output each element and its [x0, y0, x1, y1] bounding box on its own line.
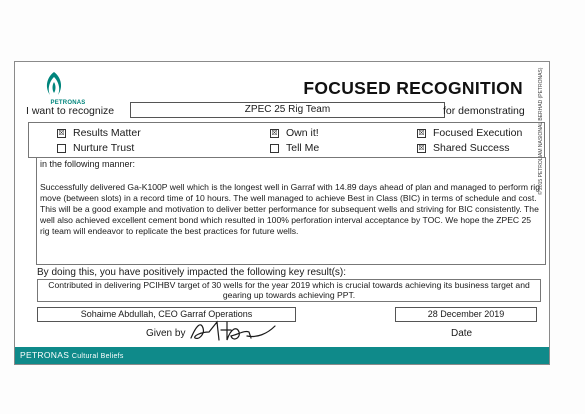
recipient-field[interactable]: ZPEC 25 Rig Team	[130, 102, 445, 118]
manner-text: Successfully delivered Ga-K100P well which is the longest well in Garraf with 14.89 days ahead of plan and managed to perform rig move (between slots) in a record time of 10 hours. The well managed to achieve Best in Class (BIC) in terms of schedule and cost. This will be a good example and motivation to deliver better performance for subsequent wells and striving for BIC consistently. The well also achieved excellent cement bond which resulted in 100% perforation interval acceptance by TOC. We hope the ZPEC 25 rig team will endeavor to replicate the best practices for future wells.	[40, 182, 540, 237]
checkbox-box[interactable]: ☒	[418, 129, 425, 137]
checkbox-box[interactable]	[270, 144, 279, 153]
footer-band	[15, 347, 549, 364]
date-field[interactable]: 28 December 2019	[395, 307, 537, 322]
checkbox-nurture-trust[interactable]	[57, 142, 134, 154]
checkbox-box[interactable]: ☒	[271, 129, 278, 137]
impact-field[interactable]: Contributed in delivering PCIHBV target of 30 wells for the year 2019 which is crucial towards achieving its business target and gearing up towards achieving PPT.	[37, 279, 541, 302]
checkbox-label: Own it!	[286, 127, 319, 139]
recognition-card	[14, 61, 550, 365]
checkbox-tell-me[interactable]	[270, 142, 319, 154]
checkbox-label: Nurture Trust	[73, 142, 135, 154]
page-title: FOCUSED RECOGNITION	[303, 78, 523, 98]
demonstrating-label: for demonstrating	[443, 105, 525, 117]
checkbox-box[interactable]: ☒	[418, 144, 425, 152]
checkbox-shared-success[interactable]	[417, 142, 509, 154]
manner-label: in the following manner:	[40, 159, 136, 169]
checkbox-box[interactable]	[57, 144, 66, 153]
recognize-label: I want to recognize	[26, 105, 115, 117]
side-copyright: © 2015 PETROLIAM NASIONAL BERHAD (PETRONAS)	[538, 67, 544, 195]
petronas-logo-icon	[39, 70, 86, 110]
checkbox-label: Tell Me	[286, 142, 320, 154]
date-label: Date	[451, 328, 473, 339]
manner-textarea[interactable]	[36, 157, 546, 265]
checkbox-box[interactable]: ☒	[58, 129, 65, 137]
footer-text	[20, 350, 124, 360]
logo-brand-text: PETRONAS	[50, 100, 86, 106]
checkbox-own-it[interactable]	[270, 127, 319, 139]
footer-tagline: Cultural Beliefs	[71, 353, 124, 360]
checkbox-label: Results Matter	[73, 127, 141, 139]
beliefs-checkbox-group	[28, 122, 545, 158]
given-by-name-field[interactable]: Sohaime Abdullah, CEO Garraf Operations	[37, 307, 296, 322]
impact-label: By doing this, you have positively impacted the following key result(s):	[37, 267, 347, 278]
checkbox-label: Focused Execution	[433, 127, 523, 139]
checkbox-focused-execution[interactable]	[417, 127, 522, 139]
checkbox-results-matter[interactable]	[57, 127, 141, 139]
footer-brand: PETRONAS	[20, 350, 70, 360]
given-by-label: Given by	[146, 328, 186, 339]
checkbox-label: Shared Success	[433, 142, 510, 154]
